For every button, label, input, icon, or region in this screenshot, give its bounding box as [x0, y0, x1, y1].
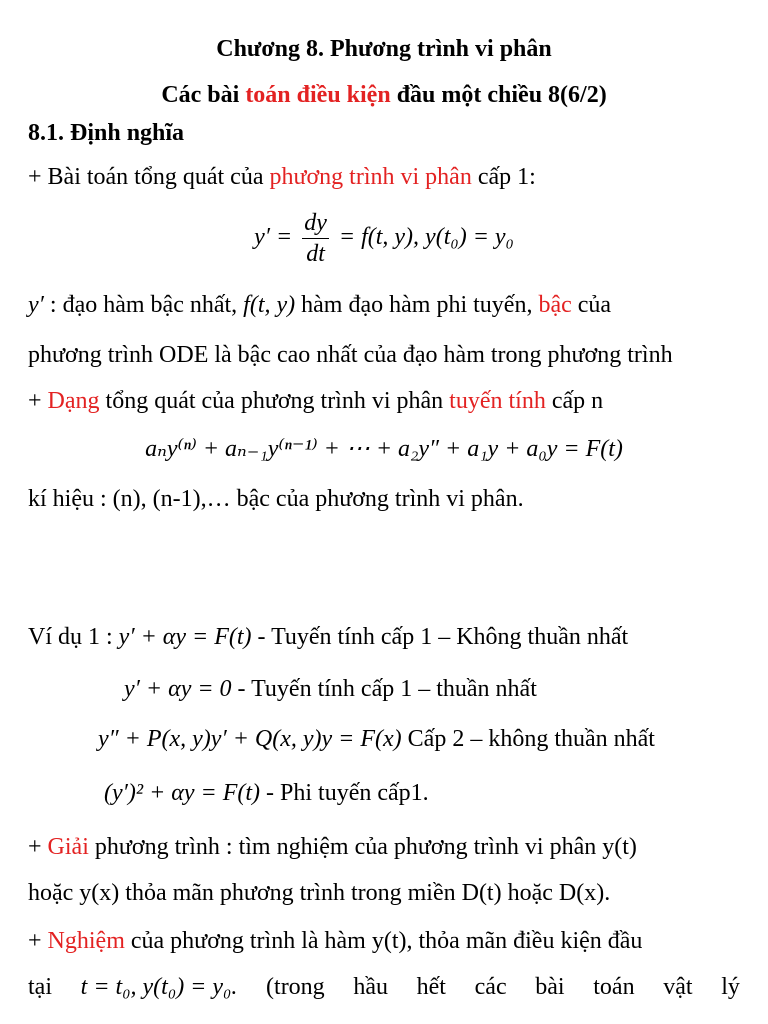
- example-1-text: - Tuyến tính cấp 1 – Không thuần nhất: [251, 624, 629, 650]
- p2-text-2: hàm đạo hàm phi tuyến,: [295, 292, 539, 318]
- p1-text-end: cấp 1:: [471, 164, 536, 190]
- subtitle-part1: Các bài: [161, 82, 246, 108]
- p1-text: + Bài toán tổng quát của: [28, 164, 270, 190]
- example-4-text: - Phi tuyến cấp1.: [260, 780, 429, 806]
- p9-word: lý: [721, 974, 740, 1000]
- eq1-denominator: dt: [306, 241, 325, 267]
- p9-word: các: [474, 974, 507, 1000]
- p4-highlight-2: tuyến tính: [449, 388, 546, 414]
- example-4: [104, 778, 740, 808]
- paragraph-3: phương trình ODE là bậc cao nhất của đạo hàm trong phương trình: [28, 342, 673, 368]
- paragraph-7: hoặc y(x) thỏa mãn phương trình trong miền D(t) hoặc D(x).: [28, 880, 611, 906]
- subtitle-part2: đầu một chiều 8(6/2): [390, 82, 607, 108]
- p9-word: tại: [28, 974, 52, 1000]
- example-2-text: - Tuyến tính cấp 1 – thuần nhất: [231, 676, 537, 702]
- example-1-label: Ví dụ 1 :: [28, 624, 119, 650]
- p6-text-1: +: [28, 834, 48, 860]
- p9-word: hết: [416, 974, 446, 1000]
- p9-word: hầu: [353, 974, 388, 1000]
- equation-1: [0, 208, 768, 269]
- p4-text-2: tổng quát của phương trình vi phân: [99, 388, 450, 414]
- example-4-math: (y′)² + αy = F(t): [104, 780, 261, 806]
- example-1: [28, 622, 740, 652]
- eq1-rhs: = f(t, y), y(t₀) = y₀: [338, 224, 514, 251]
- eq1-numerator: dy: [302, 208, 329, 239]
- eq1-lhs: y′ =: [254, 224, 293, 251]
- p8-highlight: Nghiệm: [47, 928, 125, 954]
- p2-symbol-2: f(t, y): [243, 292, 296, 318]
- paragraph-8: [28, 926, 740, 956]
- paragraph-1: [28, 162, 740, 192]
- p9-word: (trong: [266, 974, 325, 1000]
- example-3: [98, 724, 740, 754]
- p8-text-2: của phương trình là hàm y(t), thỏa mãn điều kiện đầu: [124, 928, 643, 954]
- example-3-text: Cấp 2 – không thuần nhất: [401, 726, 655, 752]
- paragraph-5: kí hiệu : (n), (n-1),… bậc của phương trình vi phân.: [28, 486, 524, 512]
- p2-symbol-1: y′: [28, 292, 44, 318]
- p2-highlight: bậc: [538, 292, 572, 318]
- example-2: [124, 674, 740, 704]
- p8-text-1: +: [28, 928, 48, 954]
- example-2-math: y′ + αy = 0: [124, 676, 232, 702]
- p4-highlight-1: Dạng: [47, 388, 100, 414]
- section-heading: 8.1. Định nghĩa: [28, 120, 185, 146]
- paragraph-9: [28, 972, 740, 1002]
- subtitle: [0, 80, 768, 110]
- paragraph-4: [28, 386, 740, 416]
- p4-text-1: +: [28, 388, 48, 414]
- paragraph-6: [28, 832, 740, 862]
- p1-highlight: phương trình vi phân: [269, 164, 472, 190]
- example-1-math: y′ + αy = F(t): [118, 624, 252, 650]
- p4-text-3: cấp n: [545, 388, 604, 414]
- p9-word: toán: [593, 974, 635, 1000]
- chapter-title: Chương 8. Phương trình vi phân: [216, 36, 552, 62]
- example-3-math: y″ + P(x, y)y′ + Q(x, y)y = F(x): [98, 726, 402, 752]
- paragraph-2: [28, 290, 740, 320]
- subtitle-highlight: toán điều kiện: [245, 82, 391, 108]
- p2-text-1: : đạo hàm bậc nhất,: [43, 292, 244, 318]
- eq1-fraction: [302, 208, 329, 269]
- p9-math: t = t₀, y(t₀) = y₀.: [80, 974, 238, 1000]
- p9-word: bài: [535, 974, 565, 1000]
- p6-highlight: Giải: [47, 834, 89, 860]
- p2-text-3: của: [571, 292, 612, 318]
- p9-word: vật: [663, 974, 693, 1000]
- equation-2: aₙy⁽ⁿ⁾ + aₙ₋₁y⁽ⁿ⁻¹⁾ + ⋯ + a₂y″ + a₁y + a₀y = F(t): [145, 436, 623, 462]
- p6-text-2: phương trình : tìm nghiệm của phương trình vi phân y(t): [88, 834, 637, 860]
